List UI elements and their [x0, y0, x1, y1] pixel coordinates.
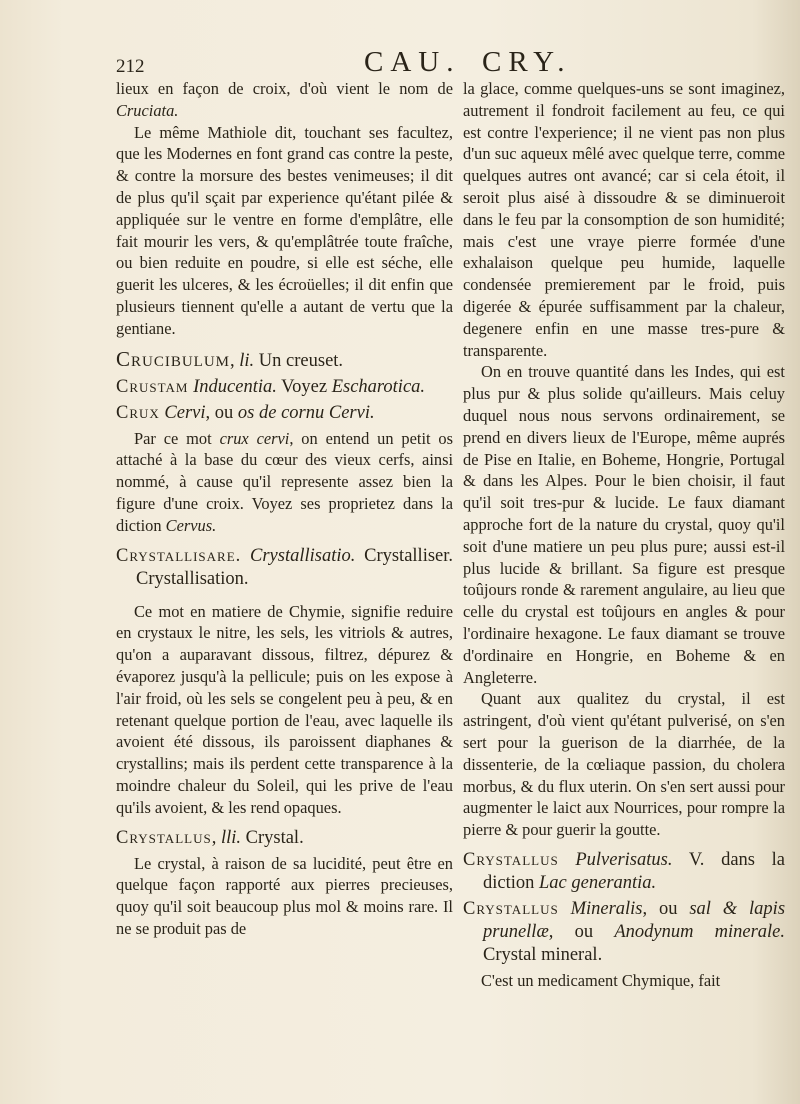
paragraph: lieux en façon de croix, d'où vient le nom de Cruciata. [116, 79, 453, 120]
right-column [463, 78, 785, 992]
entry-crystallus: Crystallus, lli. Crystal. [116, 827, 304, 848]
page-header [116, 44, 780, 80]
paragraph: Par ce mot crux cervi, on entend un petit os attaché à la base du cœur des vieux cerfs, ainsi nommé, à cause qu'il represente assez bien la figure d'une croix. Voyez ses proprietez dans la diction Cervus. [116, 428, 454, 535]
page-number: 212 [116, 56, 145, 77]
entry-crucibulum: Crucibulum, li. Un creuset. [116, 346, 344, 371]
paragraph: On en trouve quantité dans les Indes, qui est plus pur & plus solide qu'ailleurs. Mais celuy duquel nous nous servons ordinairement, se prend en divers lieux de l'Europe, même auprés de Pise en Italie, en Boheme, Hongrie, Portugal & dans les Alpes. Pour le bien choisir, il faut qu'il soit tres-pur & lucide. Le faux diamant approche fort de la nature du crystal, quoy qu'il soit d'une matiere un peu plus pure; aussi est-il plus lucide & brillant. Sa figure est presque toûjours ronde & rarement angulaire, au lieu que celle du crystal est toûjours en angles & pour l'ordinaire hexagone. Le faux diamant se trouve d'ordinaire en Hongrie, en Boheme & en Angleterre. [463, 362, 785, 687]
paragraph: Le crystal, à raison de sa lucidité, peut être en quelque façon rapporté aux pierres precieuses, quoy qu'il soit beaucoup plus mol & moins rare. Il ne se produit pas de [116, 853, 453, 938]
running-head-right: CRY. [482, 46, 572, 78]
paragraph: la glace, comme quelques-uns se sont imaginez, autrement il fondroit facilement au feu, ce qui est contre l'experience; il ne vient pas non plus d'un suc aqueux mêlé avec quelque terre, comme quelques autres ont avancé; car si cela étoit, il seroit plus aisé à dissoudre & se diminueroit dans le feu par la consomption de son humidité; mais c'est une vraye pierre formée d'une exhalaison quelque peu humide, laquelle condensée premierement par le froid, puis digerée & épurée suffisamment par la chaleur, degenere enfin en une masse tres-pure & transparente. [463, 79, 785, 360]
paragraph: Quant aux qualitez du crystal, il est astringent, d'où vient qu'étant pulverisé, on s'en sert pour la guerison de la diarrhée, de la dissenterie, de la cœliaque passion, du cholera morbus, & du flux uterin. On s'en sert aussi pour augmenter le laict aux Nourrices, pour rompre la pierre & pour guerir la goutte. [463, 689, 785, 840]
left-column [116, 78, 453, 940]
entry-crystallisare: Crystallisare. Crystallisatio. Crystalliser. Crystallisation. [116, 545, 454, 589]
paragraph: Le même Mathiole dit, touchant ses facultez, que les Modernes en font grand cas contre la peste, & contre la morsure des bestes venimeuses; il dit de plus qu'il sçait par experience qu'étant pilée & appliquée sur le ventre en forme d'emplâtre, elle fait mourir les vers, & qu'emplâtrée toute fraîche, ou bien reduite en poudre, si elle est séche, elle guerit les ulceres, & les écroüelles; il dit enfin que plusieurs tiennent qu'elle a autant de vertu que la gentiane. [116, 122, 453, 338]
paragraph: Ce mot en matiere de Chymie, signifie reduire en crystaux le nitre, les sels, les vitriols & autres, qu'on a auparavant dissous, filtrez, dépurez & évaporez jusqu'à la pellicule; puis on les expose à l'air froid, où les sels se congelent peu à peu, & en retenant quelque portion de l'eau, avec laquelle ils avoient été dissous, ils paroissent diaphanes & crystallins; mais ils perdent cette transparence à la moindre chaleur du Soleil, qui les prive de l'eau qu'ils avoient, & les rend opaques. [116, 601, 453, 817]
entry-crustam: Crustam Inducentia. Voyez Escharotica. [116, 376, 426, 397]
entry-crux: Crux Cervi, ou os de cornu Cervi. [116, 402, 375, 423]
entry-crystallus-pulverisatus: Crystallus Pulverisatus. V. dans la diction Lac generantia. [463, 849, 785, 893]
paragraph: C'est un medicament Chymique, fait [481, 970, 721, 990]
running-head-left: CAU. [364, 46, 461, 78]
entry-crystallus-mineralis: Crystallus Mineralis, ou sal & lapis prunellæ, ou Anodynum minerale. Crystal mineral. [463, 898, 786, 965]
